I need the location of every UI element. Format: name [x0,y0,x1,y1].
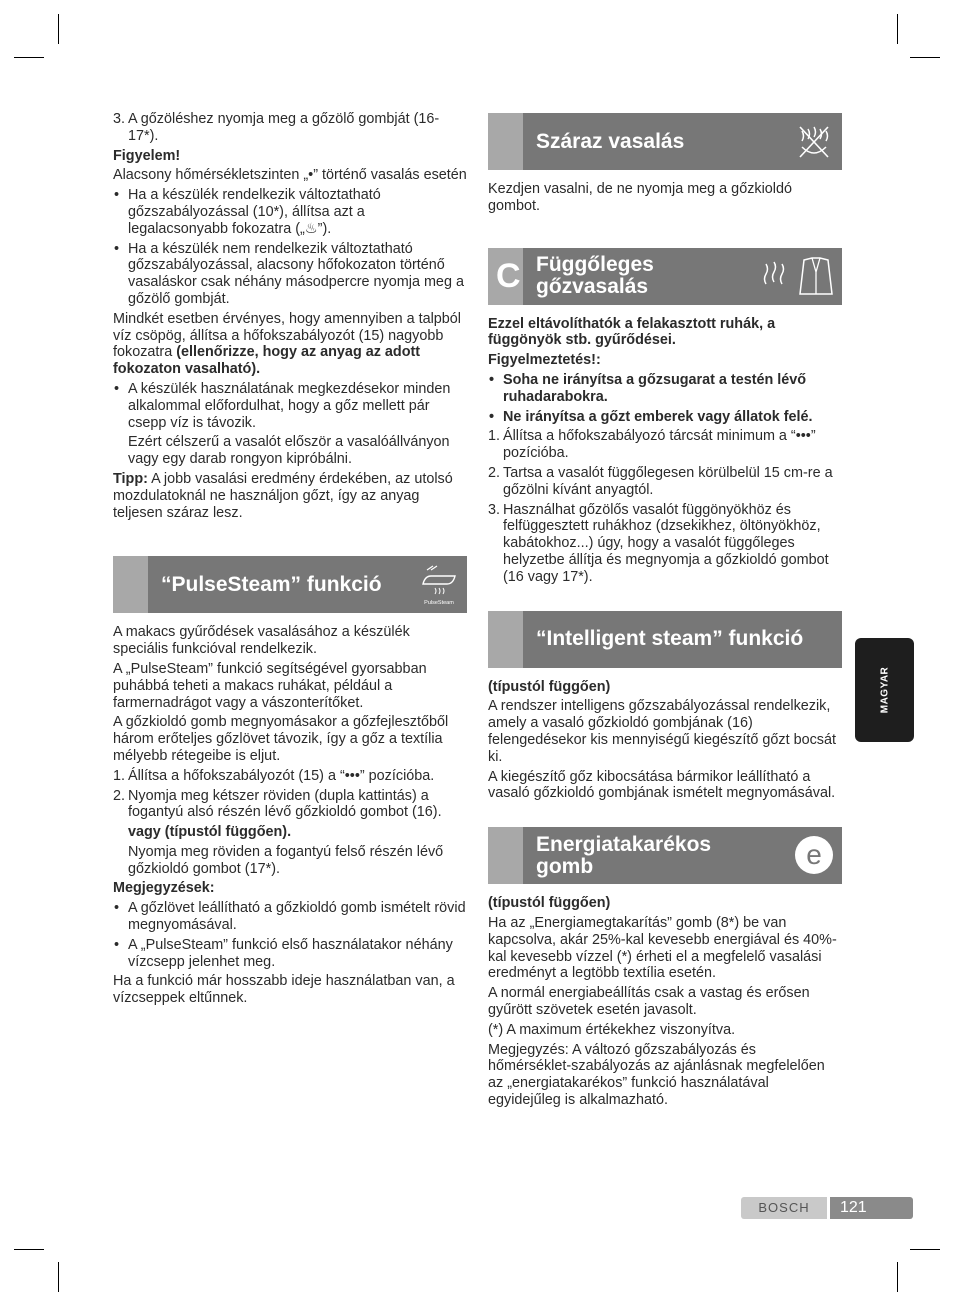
section-title: Energiatakarékos gomb [536,832,712,878]
header-tab [488,248,523,305]
crop-mark [14,1249,44,1250]
paragraph: A gőzkioldó gomb megnyomásakor a gőzfejlesztőből három erőteljes gőzlövet távozik, így a gőz a textília mélyebb rétegeibe is eljut. [113,714,449,764]
header-tab [488,827,523,884]
bullet-item: • A „PulseSteam” funkció első használatakor néhány vízcsepp jelenhet meg. [113,937,467,971]
paragraph: Megjegyzés: A változó gőzszabályozás és hőmérséklet-szabályozás az ajánlásnak megfelelően az „energiatakarékos” funkció használatával egyidejűleg is alkalmazható. [488,1041,825,1108]
model-note: (típustól függően) [488,895,611,912]
section-title: “PulseSteam” funkció [161,572,382,596]
svg-text:PulseSteam: PulseSteam [424,600,454,607]
section-header-pulsesteam [113,556,467,613]
or-text: Nyomja meg röviden a fogantyú felső részén lévő gőzkioldó gombot (17*). [128,843,444,877]
crop-mark [58,1262,59,1292]
header-tab [488,611,523,668]
warning-text: Alacsony hőmérsékletszinten „•” történő vasalás esetén [113,167,467,184]
bullet-item: • Ne irányítsa a gőzt emberek vagy állatok felé. [488,409,842,426]
language-tab [855,638,914,742]
pulsesteam-icon [417,562,461,606]
warnings-label: Figyelmeztetés!: [488,352,601,369]
bullet-item: • Ha a készülék nem rendelkezik változtatható gőzszabályozással, alacsony hőfokozaton történő vasaláskor csak néhány másodpercre nyomja meg a gőzölő gombját. [113,241,467,308]
step-3: 3. Használhat gőzölős vasalót függönyökhöz és felfüggesztett ruhákhoz (dzsekikhez, öltönyökhöz, kabátokhoz...) úgy, hogy a vasalót függőleges helyzetbe állítja és megnyomja a gőzkioldó gombot (16 vagy 17*). [488,501,829,585]
or-label: vagy (típustól függően). [128,824,292,841]
section-title: Függőleges gőzvasalás [536,253,654,299]
footer-brand: BOSCH [741,1197,827,1219]
no-steam-icon [792,119,836,163]
svg-text:e: e [806,839,822,871]
both-cases-paragraph: Mindkét esetben érvényes, hogy amennyiben a talpból víz csöpög, állítsa a hőfokszabályozót (15) nagyobb fokozatra (ellenőrizze, hogy az anyag az adott fokozaton vasalható). [113,310,461,378]
warning-label: Figyelem! [113,147,181,164]
vertical-steam-icon [760,254,836,298]
section-title: “Intelligent steam” funkció [536,627,804,651]
bullet-item: • Ha a készülék rendelkezik változtatható gőzszabályozással (10*), állítsa azt a legalacsonyabb fokozatra („♨”). [113,187,467,237]
tip-paragraph: Tipp: A jobb vasalási eredmény érdekében, az utolsó mozdulatoknál ne használjon gőzt, így az anyag teljesen száraz lesz. [113,470,453,521]
crop-mark [910,57,940,58]
step-2: 2. Tartsa a vasalót függőlegesen körülbelül 15 cm-re a gőzölni kívánt anyagtól. [488,464,833,498]
paragraph: A makacs gyűrődések vasalásához a készülék speciális funkcióval rendelkezik. [113,624,410,658]
header-tab [113,556,148,613]
bullet-item: • Soha ne irányítsa a gőzsugarat a testén lévő ruhadarabokra. [488,372,842,406]
left-column [113,111,467,1010]
step-2: 2. Nyomja meg kétszer röviden (dupla kattintás) a fogantyú alsó részén lévő gőzkioldó gombot (16). [113,787,442,821]
notes-label: Megjegyzések: [113,880,215,897]
paragraph: A „PulseSteam” funkció segítségével gyorsabban puhábbá teheti a makacs ruhákat, például a farmernadrágot vagy a vászonterítőket. [113,660,427,711]
step-1: 1. Állítsa a hőfokszabályozót (15) a “•••” pozícióba. [113,767,435,784]
section-header-intelligent [488,611,842,668]
step-1: 1. Állítsa a hőfokszabályozó tárcsát minimum a “•••” pozícióba. [488,428,816,462]
section-header-dry [488,113,842,170]
eco-icon [792,833,836,877]
page-number: 121 [830,1197,913,1219]
paragraph: A normál energiabeállítás csak a vastag és erősen gyűrött szövetek esetén javasolt. [488,985,810,1018]
crop-mark [910,1249,940,1250]
language-label: MAGYAR [879,666,890,714]
paragraph: (*) A maximum értékekhez viszonyítva. [488,1021,736,1038]
crop-mark [14,57,44,58]
bold-intro: Ezzel eltávolíthatók a felakasztott ruhák, a függönyök stb. gyűrődései. [488,315,776,349]
paragraph: A rendszer intelligens gőzszabályozással rendelkezik, amely a vasaló gőzkioldó gombjának (16) felengedésekor kis mennyiségű kiegészítő gőzt bocsát ki. [488,698,836,765]
section-letter: C [496,256,521,295]
right-column [488,113,842,1112]
section-header-vertical [488,248,842,305]
bullet-item: • A készülék használatának megkezdésekor minden alkalommal előfordulhat, hogy a gőz mellett pár csepp víz is távozik. [113,381,467,431]
model-note: (típustól függően) [488,678,611,695]
crop-mark [897,1262,898,1292]
paragraph: Ha a funkció már hosszabb ideje használatban van, a vízcseppek eltűnnek. [113,973,455,1007]
bullet-continuation: Ezért célszerű a vasalót először a vasalóállványon vagy egy darab rongyon kipróbálni. [128,434,450,468]
step-3: 3. A gőzöléshez nyomja meg a gőzölő gombját (16-17*). [113,111,440,144]
header-tab [488,113,523,170]
crop-mark [897,14,898,44]
paragraph: A kiegészítő gőz kibocsátása bármikor leállítható a vasaló gőzkioldó gombjának ismételt megnyomásával. [488,768,836,802]
bullet-item: • A gőzlövet leállítható a gőzkioldó gomb ismételt rövid megnyomásával. [113,900,467,934]
paragraph: Kezdjen vasalni, de ne nyomja meg a gőzkioldó gombot. [488,181,792,214]
paragraph: Ha az „Energiamegtakarítás” gomb (8*) be van kapcsolva, akár 25%-kal kevesebb energiával és 40%-kal kevesebb vízzel (*) érheti el a megfelelő vasalási eredményt a legtöbb textília esetén. [488,914,837,982]
section-header-energy [488,827,842,884]
crop-mark [58,14,59,44]
section-title: Száraz vasalás [536,129,685,153]
